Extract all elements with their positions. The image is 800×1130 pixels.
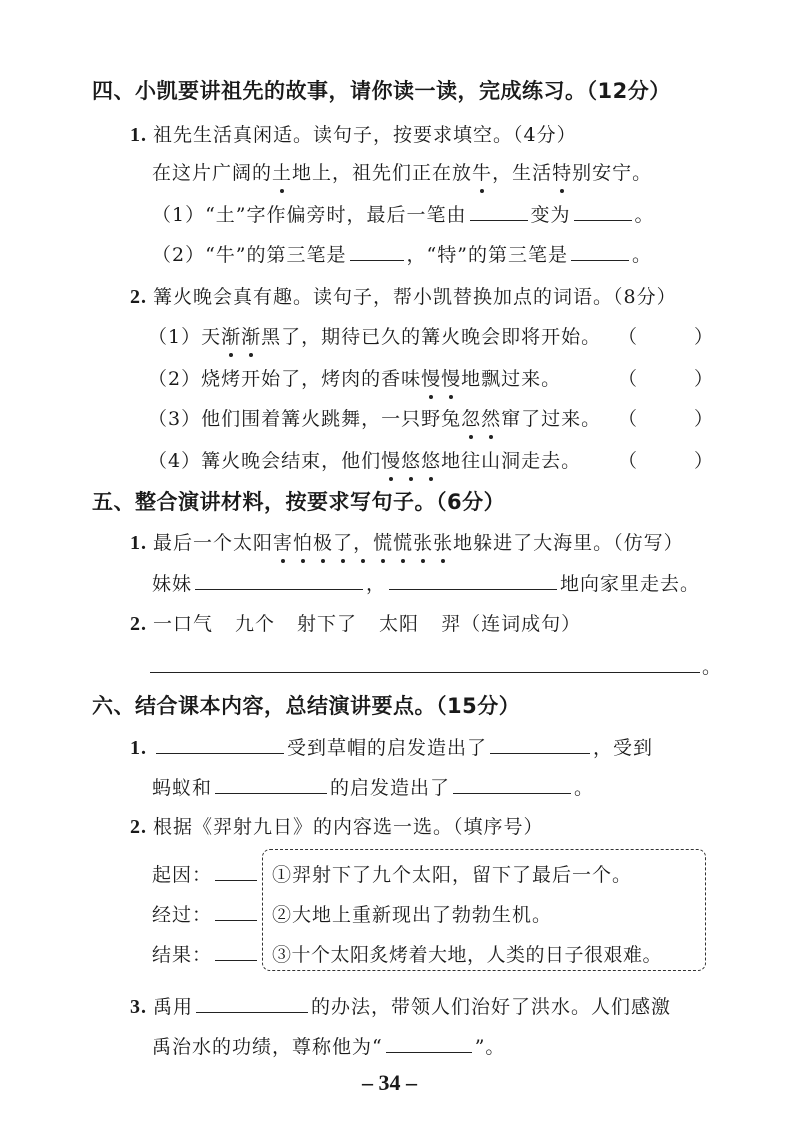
text-segment: （3）他们围着篝火跳舞，一只野兔: [148, 408, 462, 430]
text-segment: 。: [574, 777, 595, 799]
question-number: 1.: [130, 124, 147, 146]
option-3: ③十个太阳炙烤着大地，人类的日子很艰难。: [272, 944, 663, 966]
text-segment: ，生活: [492, 162, 553, 184]
text-segment: 。: [631, 244, 652, 266]
s6-q2-stem: [130, 812, 544, 839]
text-segment: （1）天: [148, 326, 222, 348]
answer-blank[interactable]: [350, 259, 404, 261]
sentence-end-mark: 。: [702, 656, 723, 678]
text-segment: 地向家里走去。: [560, 573, 701, 595]
answer-blank[interactable]: [386, 1051, 472, 1053]
s4-q2-stem: [130, 282, 677, 309]
answer-paren-close: ）: [694, 326, 715, 348]
s4-q1-stem: [130, 120, 577, 147]
option-2: ②大地上重新现出了勃勃生机。: [272, 904, 553, 926]
dotted-char: 害: [273, 532, 294, 554]
answer-blank[interactable]: [574, 219, 632, 221]
text-segment: 受到草帽的启发造出了: [287, 737, 488, 759]
s6-q3-line2: [152, 1032, 505, 1059]
dotted-char: 然: [481, 408, 502, 430]
answer-blank[interactable]: [215, 919, 257, 921]
s4-q1-sub1: [152, 200, 655, 227]
answer-blank[interactable]: [389, 588, 557, 590]
answer-paren-open: （: [618, 408, 639, 430]
answer-blank[interactable]: [156, 752, 284, 754]
answer-blank[interactable]: [490, 752, 590, 754]
question-number: 2.: [130, 286, 147, 308]
question-text: 根据《羿射九日》的内容选一选。（填序号）: [153, 816, 544, 838]
dotted-char: 慢: [381, 450, 402, 472]
text-segment: 在这片广阔的: [152, 162, 273, 184]
word-chip: 羿（连词成句）: [441, 613, 582, 635]
question-number: 1.: [130, 737, 147, 759]
question-text: 篝火晚会真有趣。读句子，帮小凯替换加点的词语。（8分）: [153, 286, 677, 308]
s4-q2-item-4: [148, 446, 581, 473]
text-segment: 妹妹: [152, 573, 193, 595]
text-segment: ，“特”的第三笔是: [406, 244, 568, 266]
s5-q1-fill: [152, 569, 700, 596]
question-text: 祖先生活真闲适。读句子，按要求填空。（4分）: [153, 124, 577, 146]
text-segment: ，受到: [593, 737, 654, 759]
dotted-word: [221, 326, 261, 348]
result-label: [152, 940, 260, 967]
s6-q1-line1: [130, 733, 653, 760]
section-6-title: 六、结合课本内容，总结演讲要点。（15分）: [92, 694, 521, 718]
answer-blank[interactable]: [453, 792, 571, 794]
answer-blank[interactable]: [196, 1011, 308, 1013]
text-segment: （1）“土”字作偏旁时，最后一笔由: [152, 204, 467, 226]
s6-q1-line2: [152, 773, 594, 800]
label-text: 起因：: [152, 864, 213, 886]
word-chip: 射下了: [297, 613, 358, 635]
text-segment: ，: [366, 573, 387, 595]
answer-paren-close: ）: [694, 408, 715, 430]
text-segment: 地飘过来。: [461, 368, 562, 390]
dotted-word: [421, 368, 461, 390]
process-label: [152, 900, 260, 927]
dotted-char: 了: [333, 532, 354, 554]
s6-q3-line1: [130, 992, 671, 1019]
answer-blank[interactable]: [215, 792, 327, 794]
s5-q2-stem: [130, 609, 581, 636]
dotted-char: 张: [413, 532, 434, 554]
question-number: 2.: [130, 613, 147, 635]
answer-blank[interactable]: [571, 259, 629, 261]
answer-paren-close: ）: [694, 368, 715, 390]
answer-paren-close: ）: [694, 450, 715, 472]
word-chip: 太阳: [379, 613, 420, 635]
text-segment: 黑了，期待已久的篝火晚会即将开始。: [261, 326, 602, 348]
text-segment: 地往山洞走去。: [441, 450, 582, 472]
option-1: ①羿射下了九个太阳，留下了最后一个。: [272, 864, 633, 886]
dotted-word: [381, 450, 441, 472]
text-segment: 禹治水的功绩，尊称他为“: [152, 1036, 383, 1058]
text-segment: （2）烧烤开始了，烤肉的香味: [148, 368, 422, 390]
dotted-word: [461, 408, 501, 430]
dotted-char: 牛: [472, 162, 493, 184]
answer-slot[interactable]: [640, 450, 692, 474]
dotted-char: 慢: [421, 368, 442, 390]
dotted-char: 渐: [241, 326, 262, 348]
answer-paren-open: （: [618, 450, 639, 472]
dotted-char: 张: [433, 532, 454, 554]
s5-q1-stem: [130, 528, 684, 555]
word-chip: 九个: [235, 613, 276, 635]
text-segment: 别安宁。: [572, 162, 653, 184]
s4-q1-sub2: [152, 240, 652, 267]
question-number: 1.: [130, 532, 147, 554]
label-text: 结果：: [152, 944, 213, 966]
text-segment: 窜了过来。: [501, 408, 602, 430]
dotted-char: ，: [353, 532, 374, 554]
text-segment: 最后一个太阳: [153, 532, 274, 554]
dotted-char: 慢: [441, 368, 462, 390]
answer-blank[interactable]: [215, 879, 257, 881]
dotted-char: 慌: [373, 532, 394, 554]
question-number: 3.: [130, 996, 147, 1018]
answer-slot[interactable]: [640, 368, 692, 392]
text-segment: 的办法，带领人们治好了洪水。人们感激: [311, 996, 672, 1018]
text-segment: 禹用: [153, 996, 194, 1018]
answer-slot[interactable]: [640, 326, 692, 350]
question-number: 2.: [130, 816, 147, 838]
s4-q2-item-2: [148, 364, 561, 391]
page-number: – 34 –: [362, 1070, 417, 1095]
text-segment: 变为: [530, 204, 571, 226]
dotted-char: 忽: [461, 408, 482, 430]
answer-blank[interactable]: [215, 959, 257, 961]
dotted-char: 特: [552, 162, 573, 184]
dotted-word: [273, 532, 453, 554]
answer-paren-open: （: [618, 326, 639, 348]
cause-label: [152, 860, 260, 887]
text-segment: 的启发造出了: [330, 777, 451, 799]
dotted-char: 怕: [293, 532, 314, 554]
text-segment: （4）篝火晚会结束，他们: [148, 450, 382, 472]
sentence-answer-line[interactable]: [150, 672, 700, 673]
s4-q2-item-1: [148, 322, 601, 349]
text-segment: 。: [634, 204, 655, 226]
section-5-title: 五、整合演讲材料，按要求写句子。（6分）: [92, 490, 506, 514]
text-segment: 地躲进了大海里。（仿写）: [453, 532, 684, 554]
answer-blank[interactable]: [470, 219, 528, 221]
text-segment: （2）“牛”的第三笔是: [152, 244, 347, 266]
dotted-char: 土: [272, 162, 293, 184]
text-segment: 蚂蚁和: [152, 777, 213, 799]
answer-slot[interactable]: [640, 408, 692, 432]
label-text: 经过：: [152, 904, 213, 926]
dotted-char: 慌: [393, 532, 414, 554]
dotted-char: 渐: [221, 326, 242, 348]
word-chip: 一口气: [153, 613, 214, 635]
text-segment: ”。: [474, 1036, 506, 1058]
section-4-title: 四、小凯要讲祖先的故事，请你读一读，完成练习。（12分）: [92, 79, 671, 103]
text-segment: 地上，祖先们正在放: [292, 162, 473, 184]
answer-paren-open: （: [618, 368, 639, 390]
answer-blank[interactable]: [195, 588, 363, 590]
dotted-char: 极: [313, 532, 334, 554]
s4-q2-item-3: [148, 404, 601, 431]
s4-q1-sentence: [152, 158, 652, 185]
dotted-char: 悠: [401, 450, 422, 472]
dotted-char: 悠: [421, 450, 442, 472]
